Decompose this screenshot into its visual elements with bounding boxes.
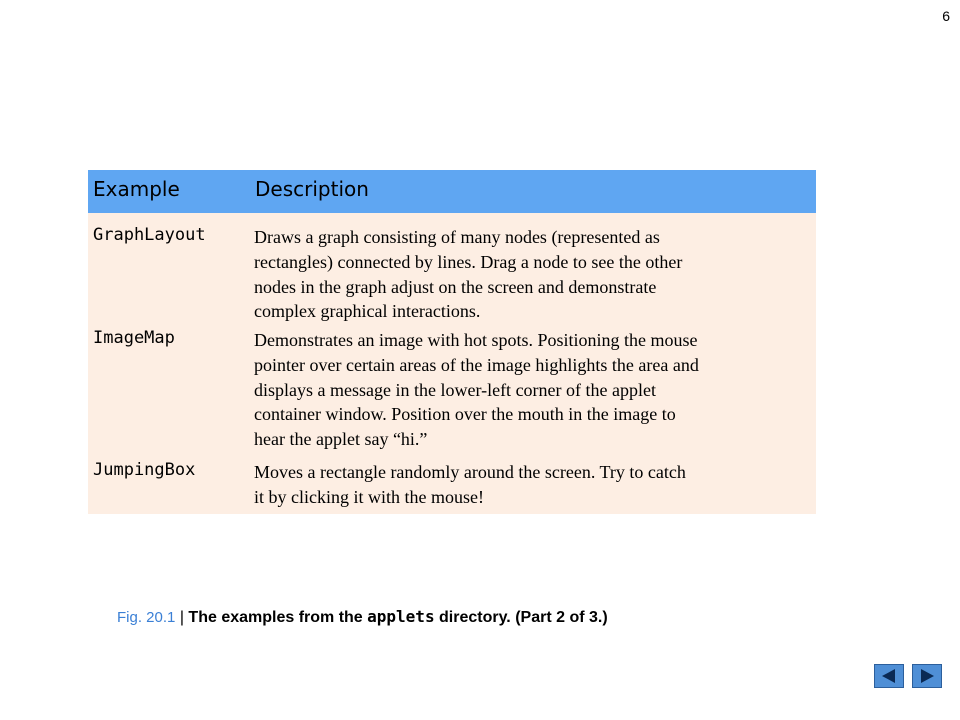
figure-label: Fig. 20.1 bbox=[117, 609, 176, 626]
table-header bbox=[88, 170, 816, 213]
left-triangle-icon bbox=[875, 665, 903, 687]
example-name: GraphLayout bbox=[93, 225, 206, 245]
example-description bbox=[254, 225, 814, 324]
caption-text-after: directory. (Part 2 of 3.) bbox=[434, 609, 608, 626]
description-line: container window. Position over the mouth in the image to bbox=[254, 404, 676, 425]
example-name: JumpingBox bbox=[93, 460, 196, 480]
header-example: Example bbox=[93, 177, 180, 201]
description-line: Draws a graph consisting of many nodes (represented as bbox=[254, 227, 660, 247]
example-description bbox=[254, 460, 814, 510]
figure-caption bbox=[117, 607, 608, 627]
description-line: displays a message in the lower-left corner of the applet bbox=[254, 379, 656, 400]
example-name: ImageMap bbox=[93, 328, 175, 348]
description-line: Demonstrates an image with hot spots. Positioning the mouse bbox=[254, 330, 698, 350]
example-description bbox=[254, 328, 814, 452]
caption-text-before: The examples from the bbox=[188, 609, 368, 626]
caption-separator: | bbox=[175, 609, 189, 626]
caption-code: applets bbox=[367, 607, 435, 626]
examples-table bbox=[88, 170, 816, 514]
right-triangle-icon bbox=[913, 665, 941, 687]
description-line: pointer over certain areas of the image highlights the area and bbox=[254, 354, 699, 375]
description-line: Moves a rectangle randomly around the screen. Try to catch bbox=[254, 462, 686, 482]
previous-slide-button[interactable] bbox=[874, 664, 904, 688]
description-line: rectangles) connected by lines. Drag a node to see the other bbox=[254, 251, 683, 272]
description-line: hear the applet say “hi.” bbox=[254, 429, 428, 450]
description-line: complex graphical interactions. bbox=[254, 301, 481, 322]
page-number: 6 bbox=[942, 8, 950, 24]
next-slide-button[interactable] bbox=[912, 664, 942, 688]
description-line: nodes in the graph adjust on the screen and demonstrate bbox=[254, 276, 657, 297]
description-line: it by clicking it with the mouse! bbox=[254, 486, 484, 507]
header-description: Description bbox=[255, 177, 369, 201]
